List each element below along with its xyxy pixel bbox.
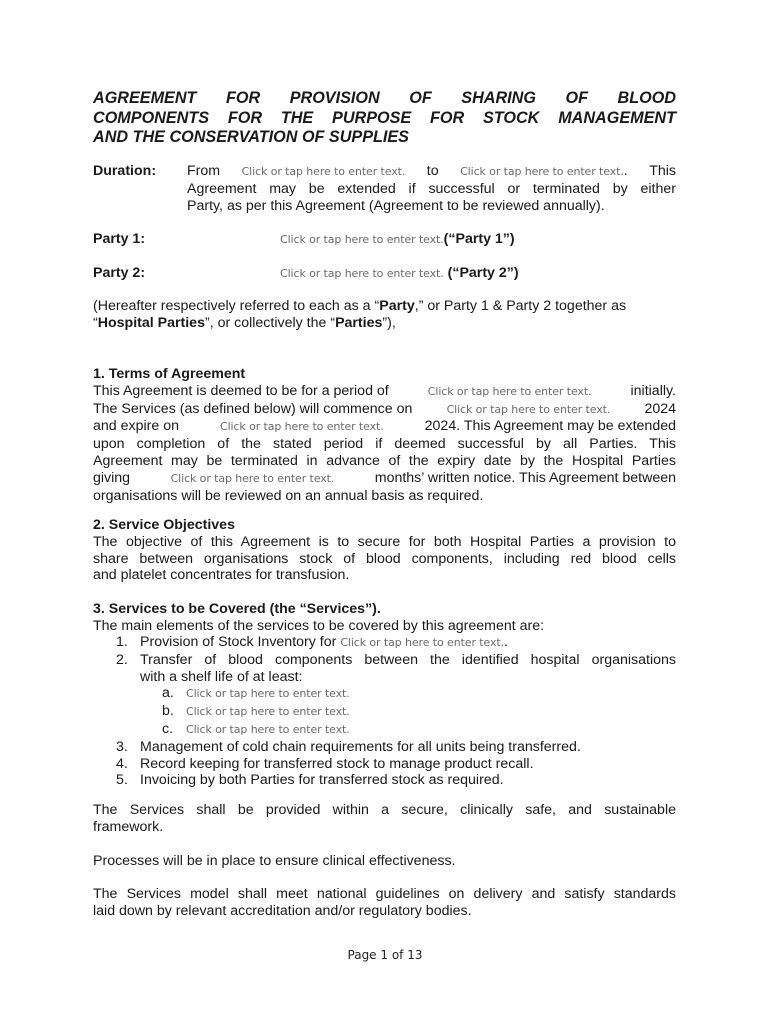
list-item: 4. Record keeping for transferred stock to manage product recall.: [116, 755, 534, 772]
shelf-life-b-field[interactable]: Click or tap here to enter text.: [186, 705, 350, 719]
section-heading: 3. Services to be Covered (the “Services”).: [93, 601, 381, 617]
party1-value: Click or tap here to enter text.(“Party 1”): [280, 231, 515, 247]
title-line: AGREEMENT FOR PROVISION OF SHARING OF BLOOD: [93, 89, 676, 107]
notice-months-field[interactable]: Click or tap here to enter text.: [170, 471, 335, 485]
inventory-field[interactable]: Click or tap here to enter text.: [340, 636, 504, 649]
framework-paragraph: The Services shall be provided within a secure, clinically safe, and sustainable framework.: [93, 802, 676, 835]
section-services: 3. Services to be Covered (the “Services”). The main elements of the services to be covered by this agreement are:: [93, 601, 676, 635]
list-item: a. Click or tap here to enter text.: [162, 685, 350, 702]
party2-name-field[interactable]: Click or tap here to enter text.: [280, 267, 444, 280]
list-item: c. Click or tap here to enter text.: [162, 720, 350, 737]
list-item: 2. Transfer of blood components between the identified hospital organisations with a shelf life of at least:: [116, 651, 676, 685]
duration-label: Duration:: [93, 163, 157, 179]
shelf-life-sublist: [162, 685, 676, 738]
section-objectives: 2. Service Objectives The objective of this Agreement is to secure for both Hospital Parties a provision to share between organisations stock of blood components, including red blood cells and platelet concentrates for transfusion.: [93, 517, 676, 584]
section-terms: 1. Terms of Agreement This Agreement is deemed to be for a period of Click or tap here to enter text. initially. The Services (as defined below) will commence on Click or tap here to enter text. 2024 and expire on Click or tap here to enter text. 2024. This Agreement may be extended upon completion of the stated period if deemed successful by all Parties. This Agreement may be terminated in advance of the expiry date by the Hospital Parties giving Click or tap here to enter text. months’ written notice. This Agreement between organisations will be reviewed on an annual basis as required.: [93, 366, 676, 504]
start-date-field[interactable]: Click or tap here to enter text.: [241, 165, 406, 178]
party2-label: Party 2:: [93, 265, 146, 281]
expire-date-field[interactable]: Click or tap here to enter text.: [219, 420, 384, 434]
shelf-life-c-field[interactable]: Click or tap here to enter text.: [186, 722, 350, 736]
page-number: Page 1 of 13: [347, 948, 423, 962]
duration-text: From Click or tap here to enter text. to Click or tap here to enter text.. This Agreement may be extended if successful or terminated by either Party, as per this Agreement (Agreement to be reviewed annually).: [187, 163, 676, 214]
list-item: 3. Management of cold chain requirements for all units being transferred.: [116, 738, 581, 755]
title-line: AND THE CONSERVATION OF SUPPLIES: [93, 128, 409, 146]
duration-from: From: [187, 163, 221, 179]
list-item: 1. Provision of Stock Inventory for Click or tap here to enter text..: [116, 634, 508, 650]
party1-name-field[interactable]: Click or tap here to enter text.: [280, 233, 444, 246]
duration-to: to: [426, 163, 439, 179]
party2-value: Click or tap here to enter text. (“Party 2”): [280, 265, 519, 281]
processes-paragraph: Processes will be in place to ensure clinical effectiveness.: [93, 853, 456, 869]
document-title: [93, 89, 676, 148]
section-heading: 1. Terms of Agreement: [93, 366, 246, 382]
shelf-life-a-field[interactable]: Click or tap here to enter text.: [186, 687, 350, 701]
hereafter-paragraph: (Hereafter respectively referred to each as a “Party,” or Party 1 & Party 2 together as “Hospital Parties”, or collectively the “Parties”),: [93, 298, 627, 331]
section-heading: 2. Service Objectives: [93, 517, 235, 533]
services-list: [116, 634, 676, 789]
list-item: b. Click or tap here to enter text.: [162, 703, 350, 720]
list-item: 5. Invoicing by both Parties for transferred stock as required.: [116, 772, 504, 789]
party1-label: Party 1:: [93, 231, 146, 247]
end-date-field[interactable]: Click or tap here to enter text.: [460, 165, 624, 178]
commence-date-field[interactable]: Click or tap here to enter text.: [446, 402, 611, 416]
model-paragraph: The Services model shall meet national guidelines on delivery and satisfy standards laid down by relevant accreditation and/or regulatory bodies.: [93, 886, 676, 919]
period-field[interactable]: Click or tap here to enter text.: [427, 384, 592, 398]
title-line: COMPONENTS FOR THE PURPOSE FOR STOCK MANAGEMENT: [93, 108, 676, 127]
